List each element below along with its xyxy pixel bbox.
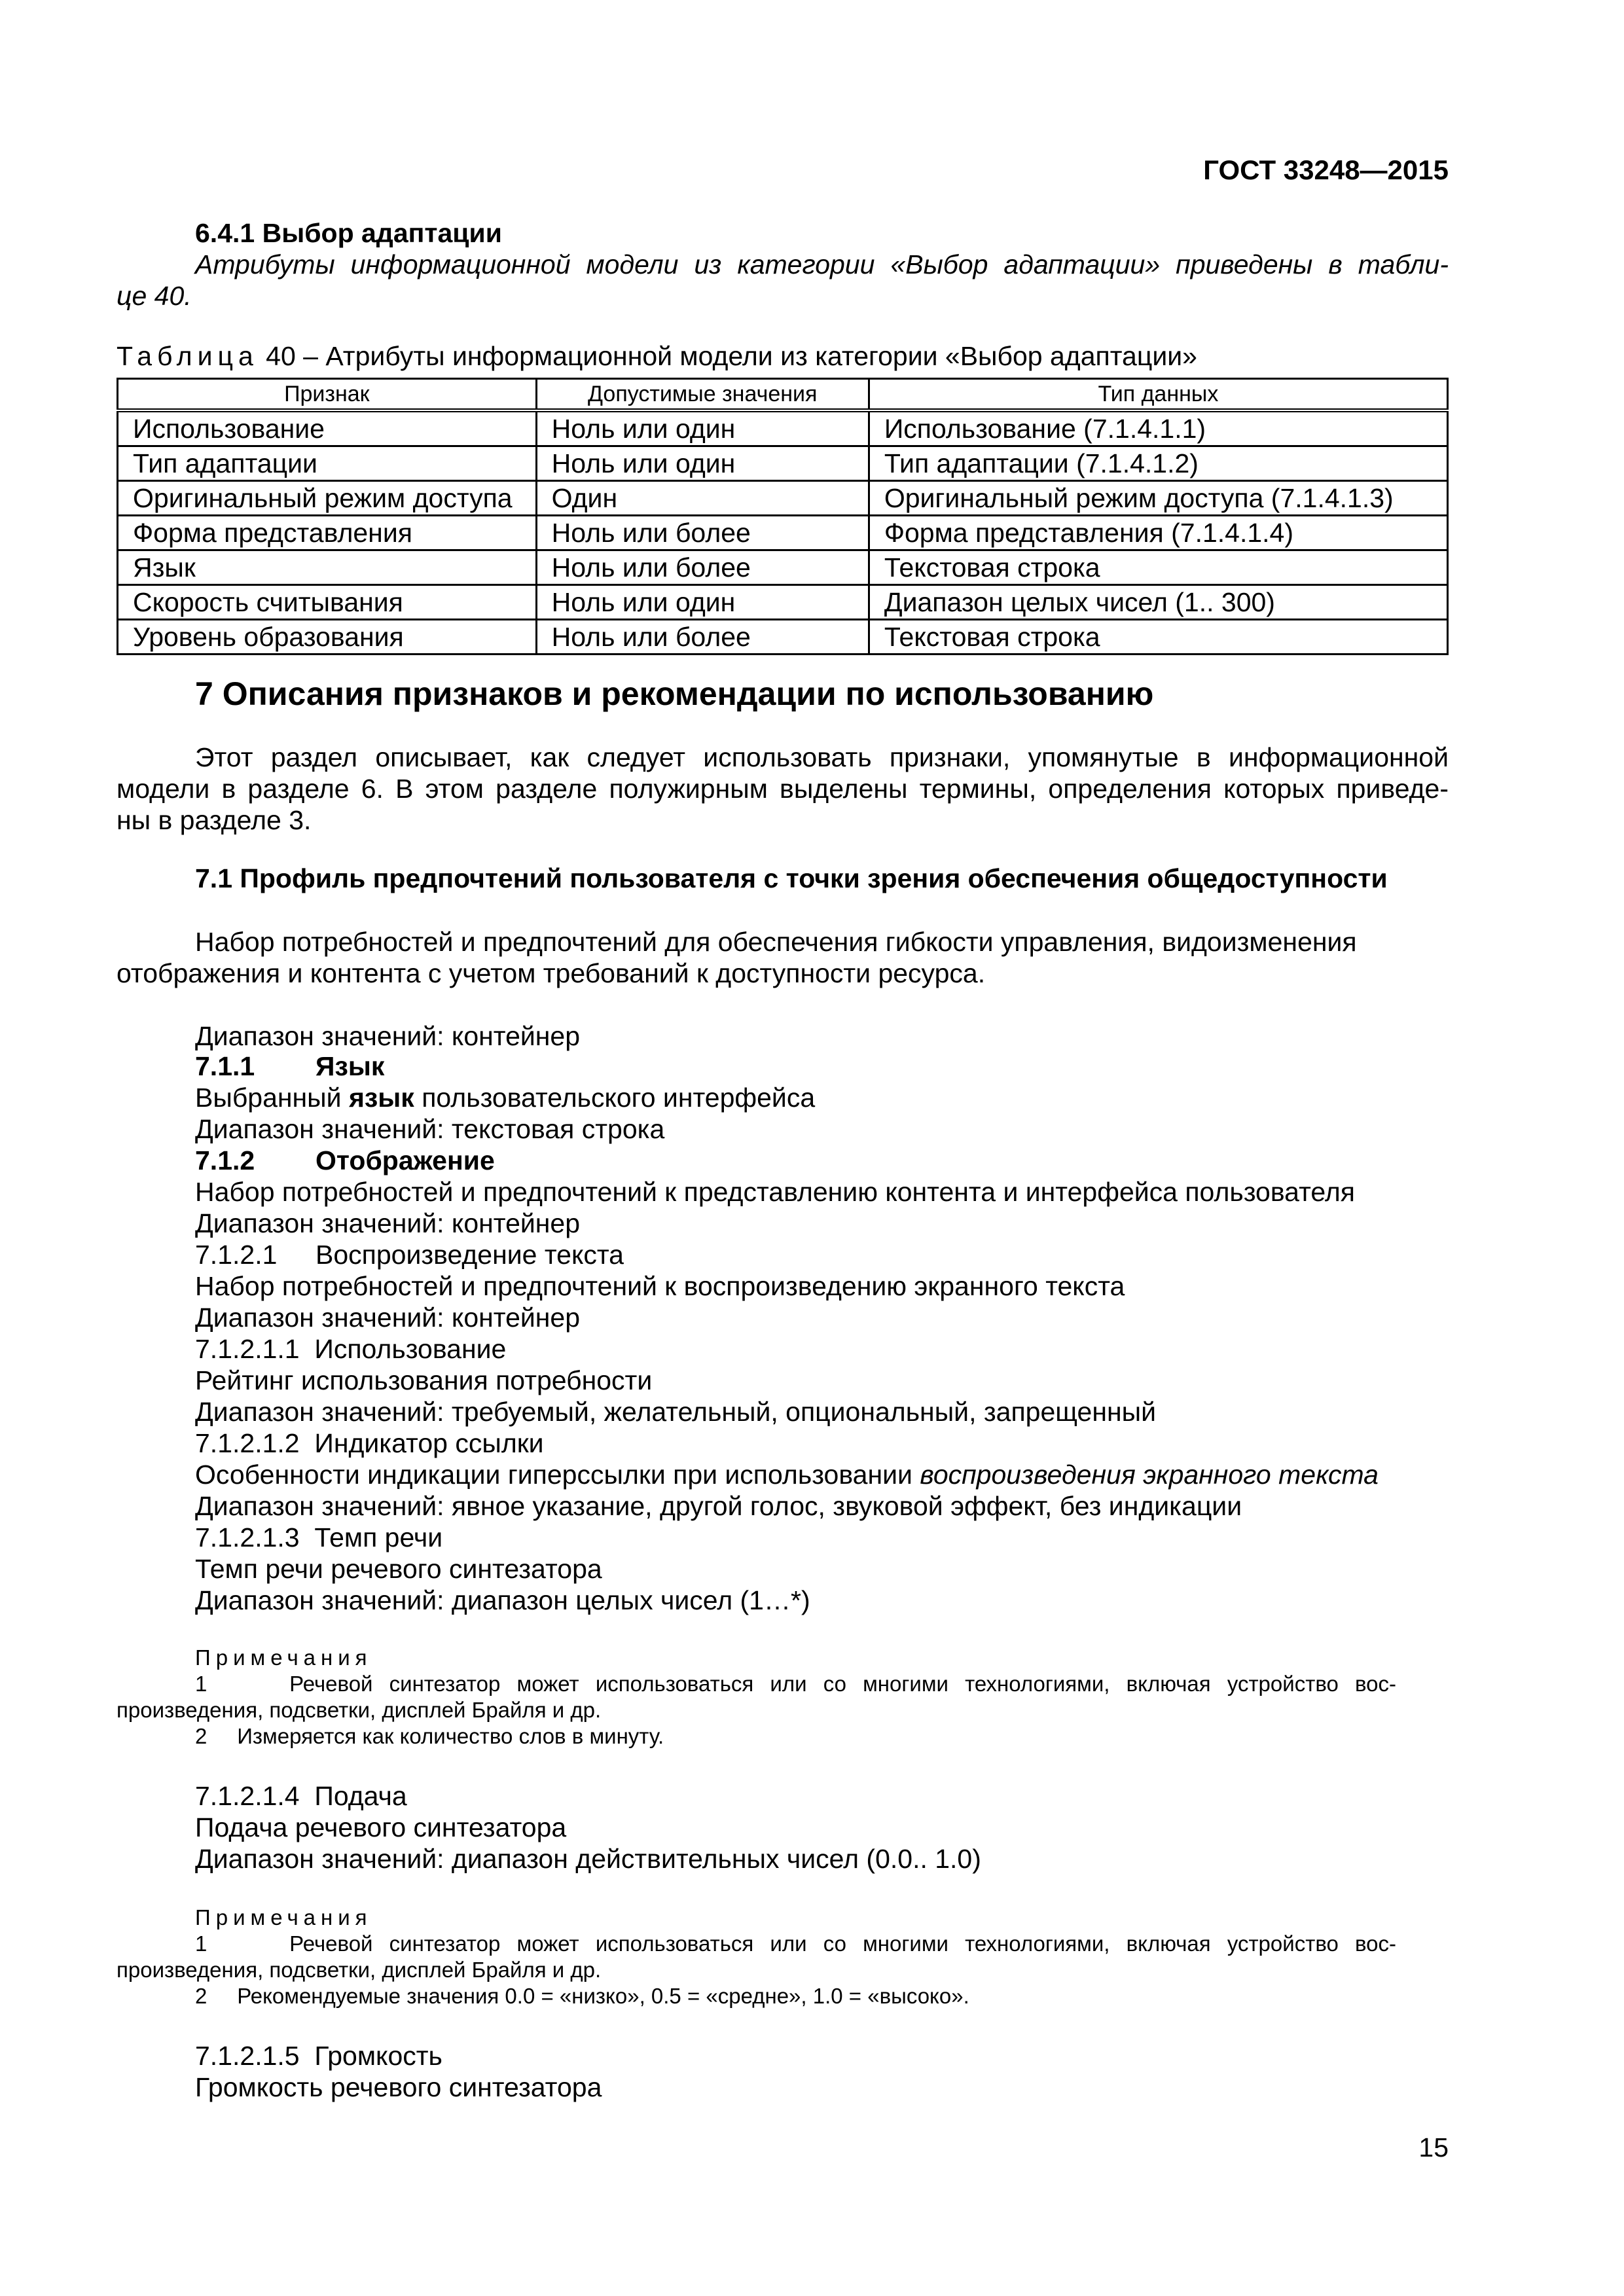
table-cell: Текстовая строка	[869, 620, 1447, 655]
document-code: ГОСТ 33248—2015	[1203, 154, 1449, 185]
section-71213-heading: 7.1.2.1.3 Темп речи	[195, 1522, 443, 1552]
section-7-para-line2: модели в разделе 6. В этом разделе полужирным выделены термины, определения которых приведе-	[117, 774, 1449, 804]
section-71212-desc-italic: воспроизведения экранного текста	[920, 1460, 1379, 1490]
section-712-title: Отображение	[316, 1145, 495, 1175]
table-row	[118, 446, 1448, 481]
notes-1-item-2: 2 Измеряется как количество слов в минуту.	[195, 1724, 664, 1748]
section-71215-heading: 7.1.2.1.5 Громкость	[195, 2041, 442, 2071]
section-71212-heading: 7.1.2.1.2 Индикатор ссылки	[195, 1428, 544, 1458]
table-cell: Ноль или более	[536, 620, 869, 655]
table-header-cell: Признак	[118, 379, 537, 411]
table-row	[118, 620, 1448, 655]
section-711-desc	[195, 1082, 815, 1113]
table-cell: Тип адаптации	[118, 446, 537, 481]
section-711-range: Диапазон значений: текстовая строка	[195, 1114, 665, 1144]
section-711-title: Язык	[316, 1051, 385, 1081]
table-header-cell: Тип данных	[869, 379, 1447, 411]
section-641-intro-line2: це 40.	[117, 281, 192, 311]
table-cell: Скорость считывания	[118, 585, 537, 620]
section-711-desc-bold: язык	[348, 1083, 414, 1113]
section-712-range: Диапазон значений: контейнер	[195, 1208, 581, 1238]
table-cell: Форма представления	[118, 516, 537, 550]
table-40	[117, 378, 1449, 655]
table-cell: Ноль или один	[536, 585, 869, 620]
notes-2-title: Примечания	[195, 1905, 372, 1929]
table-cell: Использование (7.1.4.1.1)	[869, 410, 1447, 446]
section-711-desc-post: пользовательского интерфейса	[414, 1083, 816, 1113]
table-caption-text: 40 – Атрибуты информационной модели из категории «Выбор адаптации»	[258, 341, 1197, 371]
section-71211-heading: 7.1.2.1.1 Использование	[195, 1334, 507, 1364]
section-71214-desc: Подача речевого синтезатора	[195, 1812, 567, 1842]
table-cell: Ноль или один	[536, 446, 869, 481]
table-cell: Язык	[118, 550, 537, 585]
table-cell: Ноль или более	[536, 550, 869, 585]
table-cell: Текстовая строка	[869, 550, 1447, 585]
notes-2-item-2: 2 Рекомендуемые значения 0.0 = «низко», 0.5 = «средне», 1.0 = «высоко».	[195, 1984, 969, 2008]
table-header-cell: Допустимые значения	[536, 379, 869, 411]
section-71212-desc-pre: Особенности индикации гиперссылки при использовании	[195, 1460, 920, 1490]
section-71212-range: Диапазон значений: явное указание, другой голос, звуковой эффект, без индикации	[195, 1491, 1242, 1521]
section-71211-desc: Рейтинг использования потребности	[195, 1365, 653, 1395]
page-number: 15	[1418, 2132, 1449, 2162]
table-cell: Диапазон целых чисел (1.. 300)	[869, 585, 1447, 620]
section-71-para-line2: отображения и контента с учетом требований к доступности ресурса.	[117, 958, 986, 988]
table-cell: Ноль или один	[536, 410, 869, 446]
table-cell: Форма представления (7.1.4.1.4)	[869, 516, 1447, 550]
section-641-intro-line1: Атрибуты информационной модели из категории «Выбор адаптации» приведены в табли-	[195, 249, 1449, 279]
section-711-desc-pre: Выбранный	[195, 1083, 349, 1113]
table-row	[118, 481, 1448, 516]
table-cell: Тип адаптации (7.1.4.1.2)	[869, 446, 1447, 481]
section-71211-range: Диапазон значений: требуемый, желательный, опциональный, запрещенный	[195, 1397, 1156, 1427]
section-7121-range: Диапазон значений: контейнер	[195, 1302, 581, 1333]
table-cell: Уровень образования	[118, 620, 537, 655]
section-641-title: 6.4.1 Выбор адаптации	[195, 218, 502, 248]
section-71-range: Диапазон значений: контейнер	[195, 1021, 581, 1051]
section-71214-range: Диапазон значений: диапазон действительных чисел (0.0.. 1.0)	[195, 1844, 981, 1874]
section-71213-range: Диапазон значений: диапазон целых чисел (1…*)	[195, 1585, 810, 1615]
section-7121-title: Воспроизведение текста	[316, 1240, 624, 1270]
table-cell: Ноль или более	[536, 516, 869, 550]
table-cell: Оригинальный режим доступа	[118, 481, 537, 516]
section-71-para-line1: Набор потребностей и предпочтений для обеспечения гибкости управления, видоизменения	[195, 927, 1357, 957]
section-712-desc: Набор потребностей и предпочтений к представлению контента и интерфейса пользователя	[195, 1177, 1355, 1207]
section-7121-desc: Набор потребностей и предпочтений к воспроизведению экранного текста	[195, 1271, 1125, 1301]
section-71213-desc: Темп речи речевого синтезатора	[195, 1554, 602, 1584]
section-7121-number: 7.1.2.1	[195, 1240, 278, 1270]
section-7-para-line1: Этот раздел описывает, как следует использовать признаки, упомянутые в информационной	[195, 742, 1449, 772]
table-cell: Оригинальный режим доступа (7.1.4.1.3)	[869, 481, 1447, 516]
section-71212-desc	[195, 1459, 1379, 1490]
section-71215-desc: Громкость речевого синтезатора	[195, 2072, 602, 2102]
section-712-number: 7.1.2	[195, 1145, 255, 1175]
table-row	[118, 516, 1448, 550]
notes-2-item-1-line1: 1 Речевой синтезатор может использоваться или со многими технологиями, включая устройство вос-	[195, 1931, 1396, 1956]
notes-2-item-1-line2: произведения, подсветки, дисплей Брайля и др.	[117, 1958, 602, 1982]
notes-1-title: Примечания	[195, 1645, 372, 1670]
table-row	[118, 550, 1448, 585]
table-40-caption	[117, 340, 1197, 372]
table-cell: Один	[536, 481, 869, 516]
table-header-row	[118, 379, 1448, 411]
notes-1-item-1-line1: 1 Речевой синтезатор может использоваться или со многими технологиями, включая устройство вос-	[195, 1672, 1396, 1696]
section-71-title: 7.1 Профиль предпочтений пользователя с точки зрения обеспечения общедоступности	[195, 863, 1388, 893]
section-711-number: 7.1.1	[195, 1051, 255, 1081]
section-7-title: 7 Описания признаков и рекомендации по использованию	[195, 675, 1154, 712]
section-7-para-line3: ны в разделе 3.	[117, 805, 312, 835]
table-row	[118, 585, 1448, 620]
table-cell: Использование	[118, 410, 537, 446]
section-71214-heading: 7.1.2.1.4 Подача	[195, 1781, 407, 1811]
table-row	[118, 410, 1448, 446]
table-caption-label: Таблица	[117, 341, 259, 371]
notes-1-item-1-line2: произведения, подсветки, дисплей Брайля и др.	[117, 1698, 602, 1722]
